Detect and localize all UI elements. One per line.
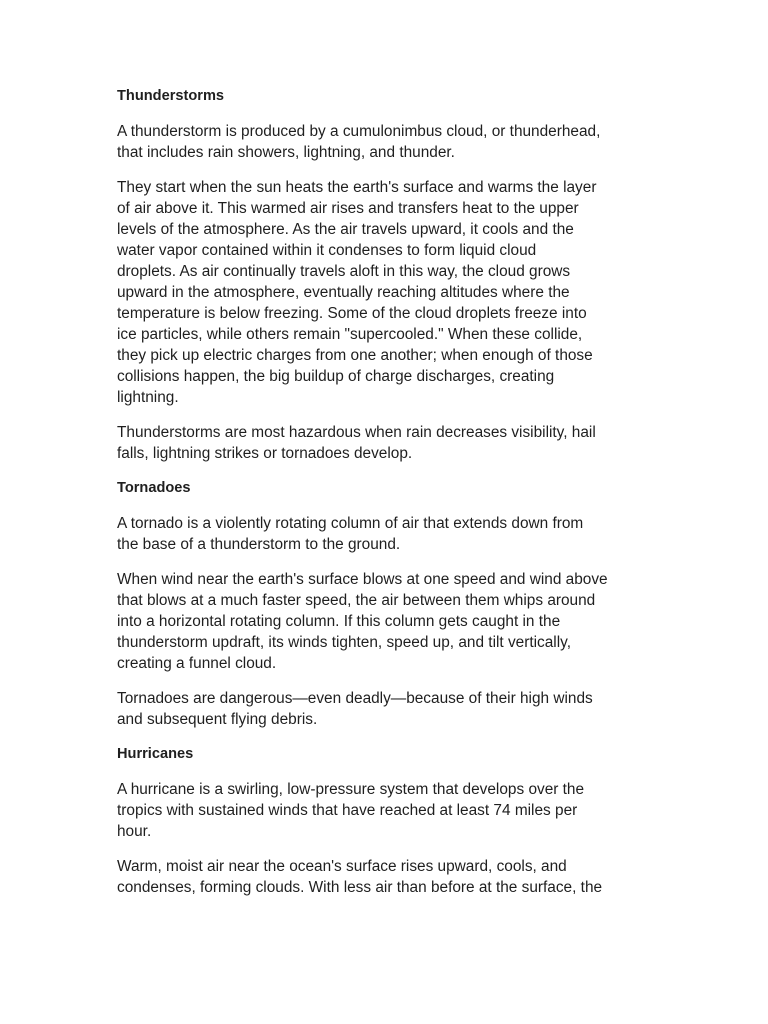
section-heading-thunderstorms: Thunderstorms — [117, 88, 225, 104]
paragraph: When wind near the earth's surface blows at one speed and wind above that blows at a much faster speed, the air between them whips around into a horizontal rotating column. If this column gets caught in the thunderstorm updraft, its winds tighten, speed up, and tilt vertically, creating a funnel cloud. — [117, 571, 608, 672]
paragraph: They start when the sun heats the earth's surface and warms the layer of air above it. This warmed air rises and transfers heat to the upper levels of the atmosphere. As the air travels upward, it cools and the water vapor contained within it condenses to form liquid cloud droplets. As air continually travels aloft in this way, the cloud grows upward in the atmosphere, eventually reaching altitudes where the temperature is below freezing. Some of the cloud droplets freeze into ice particles, while others remain "supercooled." When these collide, they pick up electric charges from one another; when enough of those collisions happen, the big buildup of charge discharges, creating lightning. — [117, 179, 597, 406]
section-heading-tornadoes: Tornadoes — [117, 480, 191, 496]
paragraph: Tornadoes are dangerous—even deadly—because of their high winds and subsequent flying debris. — [117, 690, 593, 728]
paragraph: Thunderstorms are most hazardous when rain decreases visibility, hail falls, lightning strikes or tornadoes develop. — [117, 424, 596, 462]
section-heading-hurricanes: Hurricanes — [117, 746, 194, 762]
paragraph: A tornado is a violently rotating column of air that extends down from the base of a thunderstorm to the ground. — [117, 515, 584, 553]
paragraph: A hurricane is a swirling, low-pressure system that develops over the tropics with sustained winds that have reached at least 74 miles per hour. — [117, 781, 585, 840]
paragraph: A thunderstorm is produced by a cumulonimbus cloud, or thunderhead, that includes rain showers, lightning, and thunder. — [117, 123, 601, 161]
paragraph: Warm, moist air near the ocean's surface rises upward, cools, and condenses, forming clouds. With less air than before at the surface, the — [117, 858, 603, 896]
document-page — [117, 86, 647, 912]
